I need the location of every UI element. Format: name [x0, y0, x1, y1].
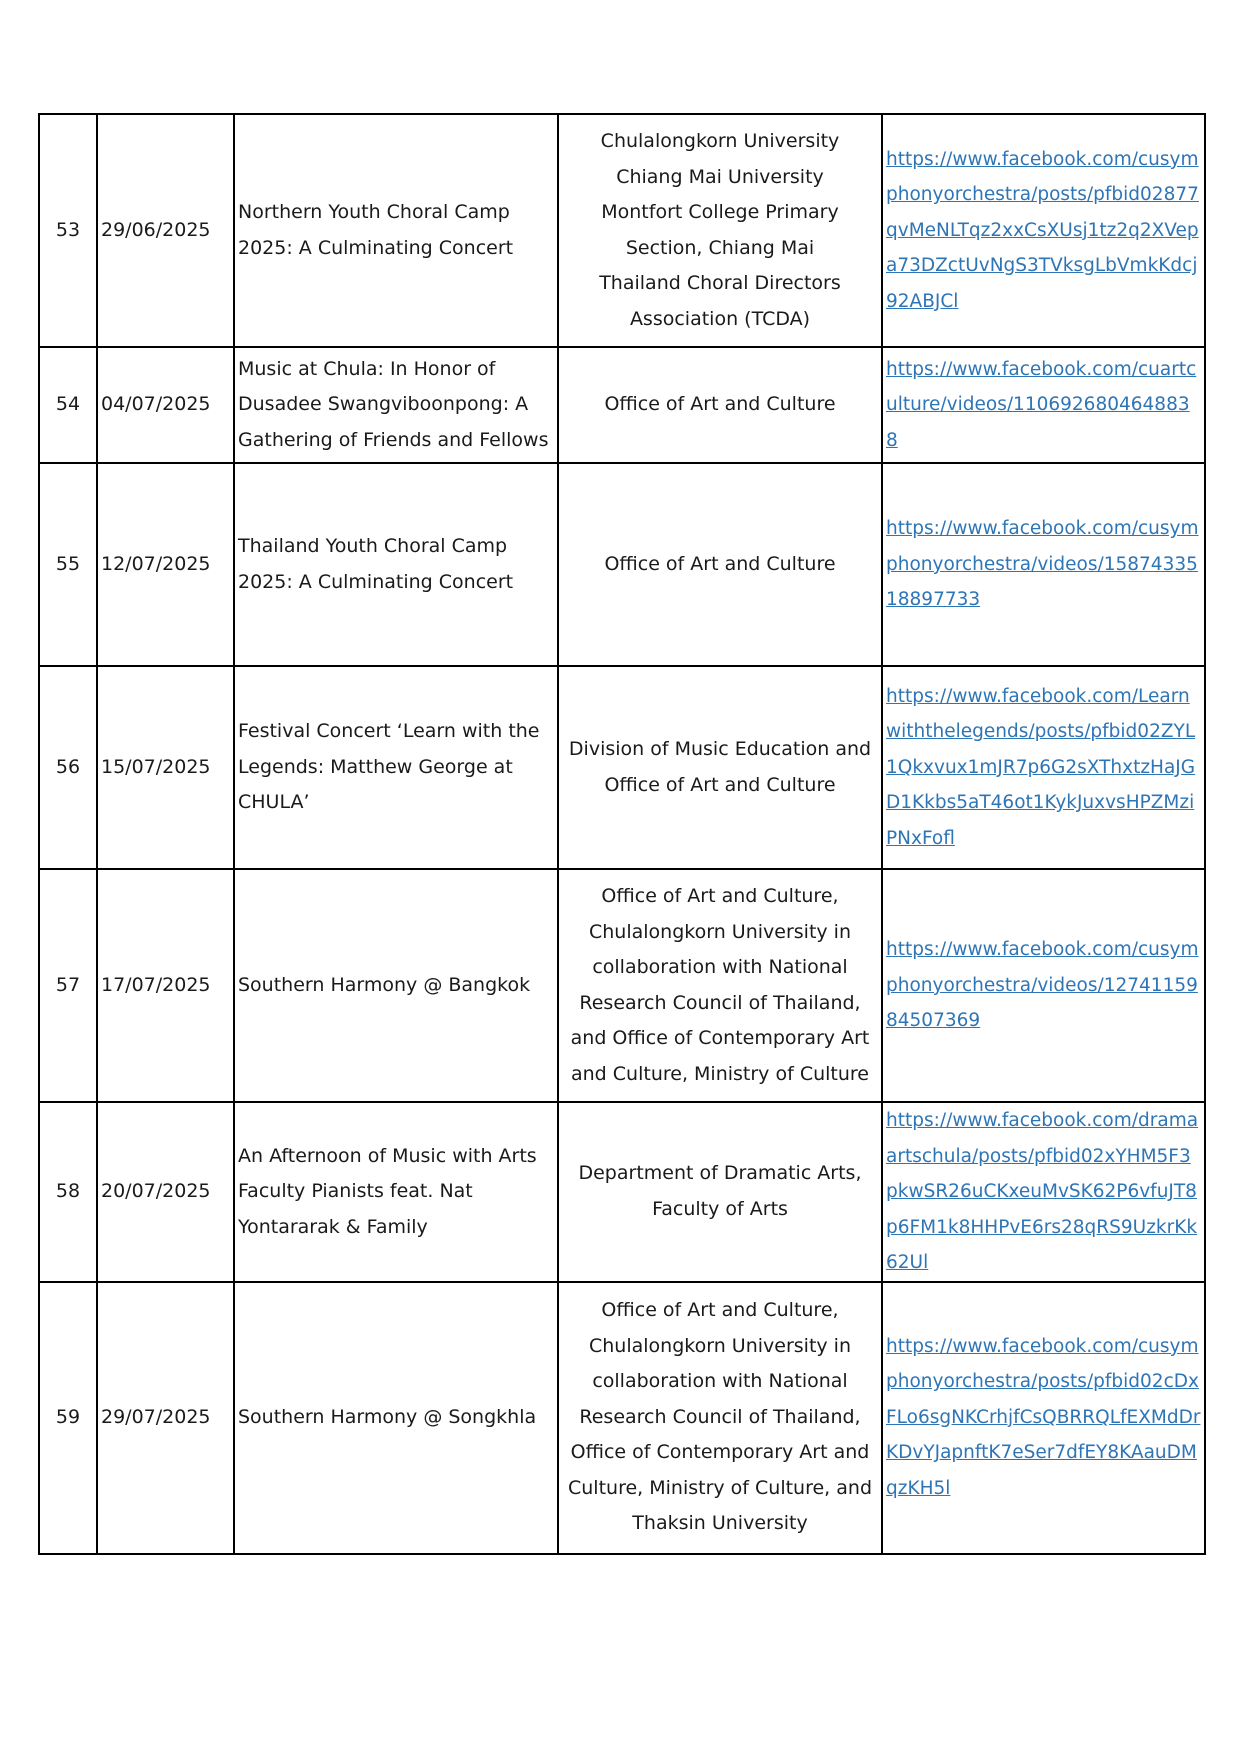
event-organizers [558, 463, 882, 666]
row-number: 56 [39, 666, 97, 869]
organizer: Department of Dramatic Arts, Faculty of Arts [578, 1162, 862, 1220]
organizer: Office of Art and Culture [604, 552, 836, 575]
event-link-cell [882, 114, 1205, 347]
event-link-cell [882, 1282, 1205, 1554]
event-date: 29/06/2025 [97, 114, 234, 347]
row-number: 58 [39, 1102, 97, 1282]
event-title: Southern Harmony @ Bangkok [234, 869, 558, 1102]
event-organizers [558, 1282, 882, 1554]
event-title: Festival Concert ‘Learn with the Legends: Matthew George at CHULA’ [234, 666, 558, 869]
event-organizers [558, 869, 882, 1102]
event-link[interactable]: https://www.facebook.com/cusymphonyorchestra/videos/1274115984507369 [886, 939, 1199, 1032]
table-row [39, 463, 1205, 666]
table-row [39, 347, 1205, 463]
table-row [39, 869, 1205, 1102]
event-date: 15/07/2025 [97, 666, 234, 869]
event-title: An Afternoon of Music with Arts Faculty Pianists feat. Nat Yontararak & Family [234, 1102, 558, 1282]
event-link-cell [882, 463, 1205, 666]
event-date: 04/07/2025 [97, 347, 234, 463]
row-number: 53 [39, 114, 97, 347]
event-title: Southern Harmony @ Songkhla [234, 1282, 558, 1554]
event-link[interactable]: https://www.facebook.com/cusymphonyorchestra/videos/1587433518897733 [886, 518, 1199, 611]
organizer: Chiang Mai University [616, 165, 824, 188]
event-organizers [558, 114, 882, 347]
event-link-cell [882, 347, 1205, 463]
event-date: 29/07/2025 [97, 1282, 234, 1554]
organizer: Chulalongkorn University [600, 130, 840, 152]
table-row [39, 666, 1205, 869]
event-date: 17/07/2025 [97, 869, 234, 1102]
row-number: 59 [39, 1282, 97, 1554]
organizer: Office of Art and Culture, Chulalongkorn University in collaboration with National Research Council of Thailand, Office of Contemporary Art and Culture, Ministry of Culture, and Thaksin University [567, 1299, 873, 1535]
table-row [39, 114, 1205, 347]
event-link[interactable]: https://www.facebook.com/dramaartschula/posts/pfbid02xYHM5F3pkwSR26uCKxeuMvSK62P6vfuJT8p6FM1k8HHPvE6rs28qRS9UzkrKk62Ul [886, 1110, 1199, 1273]
organizer: Office of Art and Culture, Chulalongkorn University in collaboration with National Research Council of Thailand, and Office of Contemporary Art and Culture, Ministry of Culture [570, 885, 870, 1085]
table-row [39, 1282, 1205, 1554]
table-row [39, 1102, 1205, 1282]
event-link[interactable]: https://www.facebook.com/cusymphonyorchestra/posts/pfbid02877qvMeNLTqz2xxCsXUsj1tz2q2XVepa73DZctUvNgS3TVksgLbVmkKdcj92ABJCl [886, 148, 1199, 312]
row-number: 57 [39, 869, 97, 1102]
organizer: Thailand Choral Directors Association (TCDA) [599, 272, 841, 330]
events-table [38, 113, 1206, 1555]
event-link-cell [882, 666, 1205, 869]
event-title: Northern Youth Choral Camp 2025: A Culminating Concert [234, 114, 558, 347]
event-link[interactable]: https://www.facebook.com/cusymphonyorchestra/posts/pfbid02cDxFLo6sgNKCrhjfCsQBRRQLfEXMdDrKDvYJapnftK7eSer7dfEY8KAauDMqzKH5l [886, 1335, 1201, 1499]
event-date: 12/07/2025 [97, 463, 234, 666]
organizer: Division of Music Education and Office of Art and Culture [568, 738, 872, 796]
event-title: Music at Chula: In Honor of Dusadee Swangviboonpong: A Gathering of Friends and Fellows [234, 347, 558, 463]
organizer: Office of Art and Culture [604, 393, 836, 416]
organizer: Montfort College Primary Section, Chiang Mai [601, 201, 839, 259]
event-date: 20/07/2025 [97, 1102, 234, 1282]
row-number: 54 [39, 347, 97, 463]
event-organizers [558, 1102, 882, 1282]
event-link-cell [882, 869, 1205, 1102]
event-link[interactable]: https://www.facebook.com/Learnwiththelegends/posts/pfbid02ZYL1Qkxvux1mJR7p6G2sXThxtzHaJGD1Kkbs5aT46ot1KykJuxvsHPZMziPNxFofl [886, 685, 1196, 849]
event-organizers [558, 666, 882, 869]
row-number: 55 [39, 463, 97, 666]
event-organizers [558, 347, 882, 463]
event-link-cell [882, 1102, 1205, 1282]
event-title: Thailand Youth Choral Camp 2025: A Culminating Concert [234, 463, 558, 666]
event-link[interactable]: https://www.facebook.com/cuartculture/videos/1106926804648838 [886, 358, 1197, 451]
